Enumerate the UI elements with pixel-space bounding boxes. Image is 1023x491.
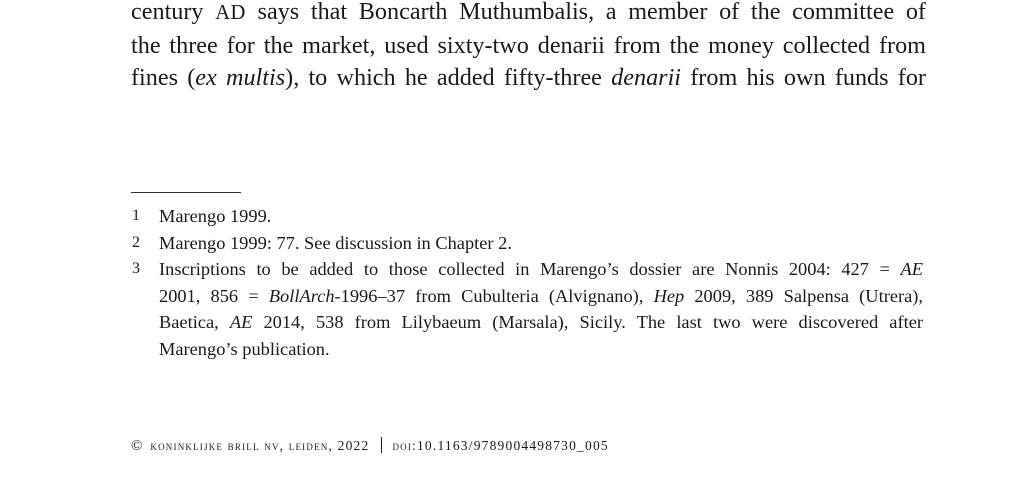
body-line-1 xyxy=(131,0,926,30)
italic-abbreviation: Hep xyxy=(653,285,685,306)
footnote-text-segment: 2001, 856 = xyxy=(159,285,269,306)
footnote-line: Marengo 1999: 77. See discussion in Chapter 2. xyxy=(159,232,512,253)
body-text-segment: fines ( xyxy=(131,64,196,91)
footnote-3 xyxy=(131,256,923,362)
body-text-segment: says that Boncarth Muthumbalis, a member of the committee of xyxy=(245,0,926,25)
footnote-text-segment: Inscriptions to be added to those collected in Marengo’s dossier are Nonnis 2004: 427 = xyxy=(159,259,901,279)
footnote-text-segment: 2009, 389 Salpensa (Utrera), xyxy=(684,285,923,306)
body-text-segment: century xyxy=(131,0,216,25)
footnote-number: 1 xyxy=(132,207,140,224)
copyright-symbol: © xyxy=(131,438,143,454)
footer-divider xyxy=(381,437,382,453)
footnote-number: 2 xyxy=(132,233,140,251)
footnote-text xyxy=(159,230,923,257)
italic-term: ex multis xyxy=(195,64,286,91)
footnote-text-segment: Baetica, xyxy=(159,312,230,332)
footnote-line xyxy=(159,309,923,336)
doi-text: doi:10.1163/9789004498730_005 xyxy=(392,438,609,453)
italic-abbreviation: AE xyxy=(229,312,253,332)
footnote-text-segment: -1996–37 from Cubulteria (Alvignano), xyxy=(334,285,654,306)
era-abbreviation: AD xyxy=(215,2,246,24)
footnote-separator-rule xyxy=(131,192,241,193)
footnote-2 xyxy=(131,230,923,257)
body-text-segment: ), to which he added fifty-three xyxy=(285,64,612,91)
footnote-text xyxy=(159,203,923,230)
body-text-segment: from his own funds for xyxy=(681,64,926,91)
footnote-number: 3 xyxy=(132,260,140,277)
footnote-line: Marengo 1999. xyxy=(159,206,272,226)
footnote-text xyxy=(159,256,923,362)
body-paragraph xyxy=(131,0,926,95)
footnote-line xyxy=(159,283,923,310)
footnotes xyxy=(131,203,923,362)
body-line-3 xyxy=(131,62,926,95)
footnote-line xyxy=(159,256,923,283)
publisher-credit: koninklijke brill nv, leiden, 2022 xyxy=(150,438,370,453)
italic-abbreviation: BollArch xyxy=(268,285,335,306)
italic-abbreviation: AE xyxy=(900,259,923,279)
body-line-2: the three for the market, used sixty-two denarii from the money collected from xyxy=(131,31,926,59)
page-footer xyxy=(131,437,609,455)
footnote-line: Marengo’s publication. xyxy=(159,338,330,359)
italic-term: denarii xyxy=(611,64,682,91)
footnote-text-segment: 2014, 538 from Lilybaeum (Marsala), Sicily. The last two were discovered after xyxy=(252,312,923,332)
footnote-1 xyxy=(131,203,923,230)
